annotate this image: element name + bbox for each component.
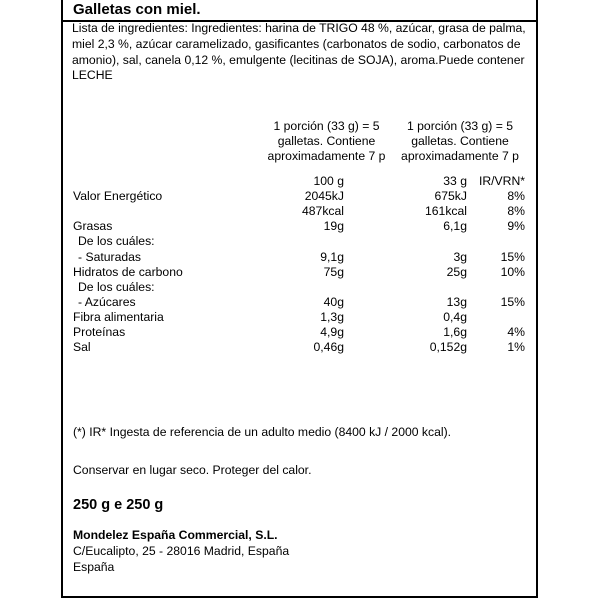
energy-label: Valor Energético — [73, 189, 163, 203]
portion-header-2-line-2: galletas. Contiene — [411, 134, 509, 148]
storage-instructions: Conservar en lugar seco. Proteger del calor. — [73, 463, 312, 477]
protein-label: Proteínas — [73, 325, 126, 339]
carbs-100g: 75g — [323, 265, 344, 279]
col-header-100g: 100 g — [313, 174, 344, 188]
col-header-portion: 33 g — [443, 174, 467, 188]
fat-100g: 19g — [323, 219, 344, 233]
saturates-portion: 3g — [453, 250, 467, 264]
salt-ir: 1% — [507, 340, 525, 354]
energy-kcal-portion: 161kcal — [424, 204, 467, 218]
portion-header-1-line-3: aproximadamente 7 p — [267, 149, 386, 163]
company-name: Mondelez España Commercial, S.L. — [73, 528, 278, 542]
portion-header-1-line-1: 1 porción (33 g) = 5 — [273, 119, 380, 133]
protein-portion: 1,6g — [443, 325, 467, 339]
protein-100g: 4,9g — [320, 325, 344, 339]
energy-kj-portion: 675kJ — [434, 189, 467, 203]
fat-label: Grasas — [73, 219, 113, 233]
portion-header-2-line-1: 1 porción (33 g) = 5 — [406, 119, 514, 133]
sugars-label: - Azúcares — [78, 295, 136, 309]
fat-ir: 9% — [507, 219, 525, 233]
fibre-portion: 0,4g — [443, 310, 467, 324]
salt-100g: 0,46g — [313, 340, 344, 354]
fat-portion: 6,1g — [443, 219, 467, 233]
sugars-portion: 13g — [446, 295, 467, 309]
fat-of-which-label: De los cuáles: — [78, 234, 155, 248]
saturates-ir: 15% — [500, 250, 525, 264]
portion-header-1-line-2: galletas. Contiene — [277, 134, 376, 148]
col-header-ir: IR/VRN* — [478, 174, 525, 188]
saturates-100g: 9,1g — [320, 250, 344, 264]
reference-intake-footnote: (*) IR* Ingesta de referencia de un adulto medio (8400 kJ / 2000 kcal). — [73, 425, 452, 439]
energy-kj-ir: 8% — [507, 189, 525, 203]
sugars-ir: 15% — [500, 295, 525, 309]
net-weight: 250 g e 250 g — [73, 497, 164, 513]
carbs-portion: 25g — [446, 265, 467, 279]
carbs-of-which-label: De los cuáles: — [78, 280, 155, 294]
portion-header-2-line-3: aproximadamente 7 p — [401, 149, 519, 163]
carbs-ir: 10% — [500, 265, 525, 279]
product-title: Galletas con miel. — [73, 1, 201, 18]
company-address: C/Eucalipto, 25 - 28016 Madrid, España — [73, 544, 290, 558]
energy-kj-100g: 2045kJ — [304, 189, 344, 203]
sugars-100g: 40g — [323, 295, 344, 309]
energy-kcal-100g: 487kcal — [301, 204, 344, 218]
salt-label: Sal — [73, 340, 91, 354]
salt-portion: 0,152g — [429, 340, 467, 354]
fibre-100g: 1,3g — [320, 310, 344, 324]
saturates-label: - Saturadas — [78, 250, 142, 264]
carbs-label: Hidratos de carbono — [73, 265, 183, 279]
protein-ir: 4% — [507, 325, 525, 339]
energy-kcal-ir: 8% — [507, 204, 525, 218]
company-country: España — [73, 560, 115, 574]
fibre-label: Fibra alimentaria — [73, 310, 164, 324]
ingredients-list: Lista de ingredientes: Ingredientes: harina de TRIGO 48 %, azúcar, grasa de palma, miel 2,3 %, azúcar caramelizado, gasificantes (carbonatos de sodio, carbonatos de amonio), sal, canela 0,12 %, emulgente (lecitinas de SOJA), aroma.Puede contener LECHE — [72, 21, 526, 83]
